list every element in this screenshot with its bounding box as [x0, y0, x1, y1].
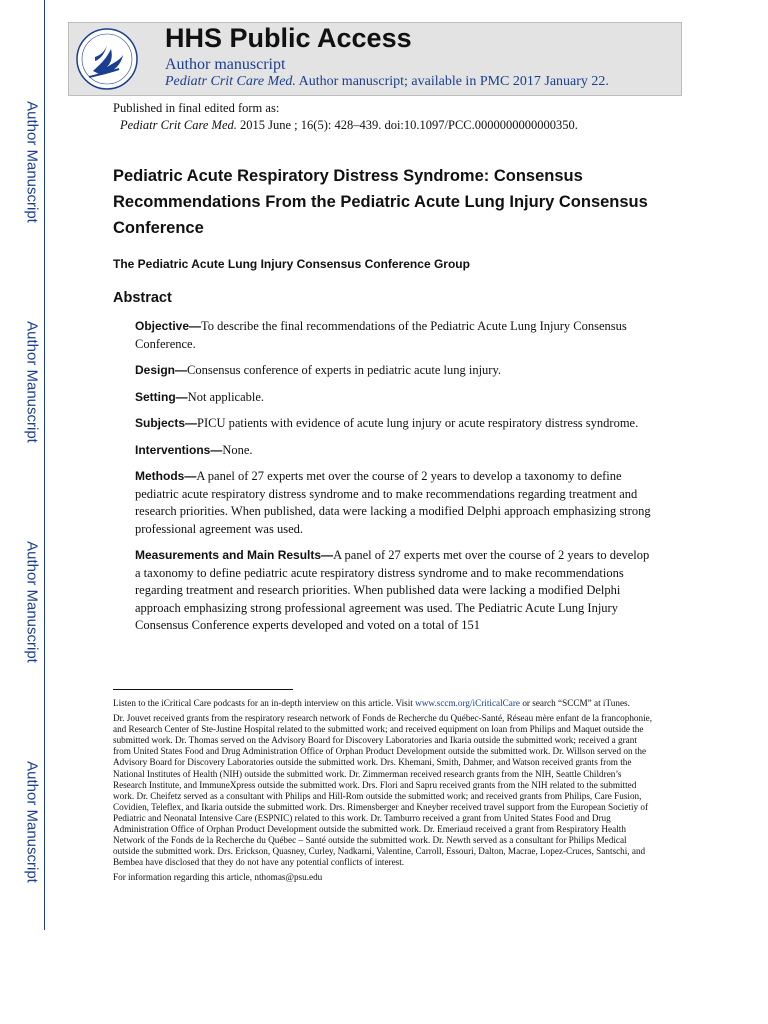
abstract-heading: Abstract [113, 290, 172, 306]
journal-abbrev: Pediatr Crit Care Med. [165, 74, 296, 89]
abstract-design: Design—Consensus conference of experts in pediatric acute lung injury. [135, 363, 502, 377]
abstract-methods: Methods—A panel of 27 experts met over the course of 2 years to develop a taxonomy to define pediatric acute respiratory distress syndrome and to make recommendations regarding treatment and research priorities. When published, data were lacking a modified Delphi approach emphasizing strong professional agreement was used. [135, 469, 651, 536]
published-details: 2015 June ; 16(5): 428–439. doi:10.1097/PCC.0000000000000350. [236, 118, 578, 132]
disclosures-note: Dr. Jouvet received grants from the respiratory research network of Fonds de Recherche du Québec-Santé, Réseau mère enfant de la francophonie, and Research Center of Ste-Justine Hospital related to the submitted work; and received equipment on loan from Philips and Maquet outside the submitted work. Dr. Thomas served on the Advisory Board for Discovery Laboratories and Ikaria outside the submitted work; received a grant from United States Food and Drug Administration Office of Orphan Product Development outside the submitted work. Dr. Willson served on the Advisory Board for Discovery Laboratories outside the submitted work. Drs. Khemani, Smith, Dahmer, and Watson received grants from the National Institutes of Health (NIH) outside the submitted work. Dr. Zimmerman received research grants from the NIH, Seattle Children’s Research Institute, and ImmuneXpress outside the submitted work. Drs. Flori and Sapru received grants from the NIH related to the submitted work. Dr. Cheifetz served as a consultant with Philips and Hill-Rom outside the submitted work; and received grants from Philips, Care Fusion, Covidien, Teleflex, and Ikaria outside the submitted work. Drs. Rimensberger and Kneyber received travel support from the European Societiy of Pediatric and Neonatal Intensive Care (ESPNIC) related to this work. Dr. Tamburro received a grant from United States Food and Drug Administration Office of Orphan Product Development outside the submitted work. Dr. Emeriaud received a grant from Respiratory Health Network of the Fonds de la Recherche du Québec – Santé outside the submitted work. Dr. Newth served as a consultant for Philips Medical outside the submitted work. Drs. Erickson, Quasney, Curley, Nadkarni, Valentine, Carroll, Essouri, Dalton, Macrae, Lopez-Cruces, Santschi, and Bembea have disclosed that they do not have any potential conflicts of interest. [113, 713, 653, 868]
abstract-objective: Objective—To describe the final recommendations of the Pediatric Acute Lung Injury Consensus Conference. [135, 319, 627, 351]
contact-note: For information regarding this article, nthomas@psu.edu [113, 872, 323, 883]
published-journal: Pediatr Crit Care Med. [120, 118, 237, 132]
footnote-divider [113, 689, 293, 690]
hhs-header [68, 22, 682, 96]
abstract-interventions: Interventions—None. [135, 442, 253, 457]
side-rule [44, 0, 45, 930]
published-lead: Published in final edited form as: [113, 101, 280, 115]
abstract-subjects: Subjects—PICU patients with evidence of acute lung injury or acute respiratory distress syndrome. [135, 416, 639, 430]
availability-text: Author manuscript; available in PMC 2017 January 22. [295, 74, 609, 89]
side-label-author-manuscript: Author Manuscript [23, 101, 41, 223]
author-group: The Pediatric Acute Lung Injury Consensus Conference Group [113, 257, 470, 271]
footnotes [113, 698, 653, 888]
abstract-setting: Setting—Not applicable. [135, 389, 265, 404]
article-title: Pediatric Acute Respiratory Distress Syndrome: Consensus Recommendations From the Pediatric Acute Lung Injury Consensus Conference [113, 167, 648, 237]
hhs-public-access-title: HHS Public Access [165, 23, 412, 53]
abstract-body [135, 318, 655, 644]
side-label-author-manuscript: Author Manuscript [23, 541, 41, 663]
hhs-eagle-logo-icon [75, 27, 139, 91]
podcast-link[interactable]: www.sccm.org/iCriticalCare [415, 698, 521, 708]
abstract-results: Measurements and Main Results—A panel of 27 experts met over the course of 2 years to develop a taxonomy to define pediatric acute respiratory distress syndrome and to make recommendations regarding treatment and research priorities. When published data were lacking a modified Delphi approach emphasizing strong professional agreement was used. The Pediatric Acute Lung Injury Consensus Conference experts developed and voted on a total of 151 [135, 548, 650, 632]
manuscript-citation [165, 74, 609, 90]
side-label-author-manuscript: Author Manuscript [23, 761, 41, 883]
side-label-author-manuscript: Author Manuscript [23, 321, 41, 443]
published-citation [120, 118, 578, 133]
author-manuscript-label: Author manuscript [165, 56, 286, 73]
podcast-note: Listen to the iCritical Care podcasts for an in-depth interview on this article. Visit www.sccm.org/iCriticalCare or search “SCCM” at iTunes. [113, 698, 630, 708]
